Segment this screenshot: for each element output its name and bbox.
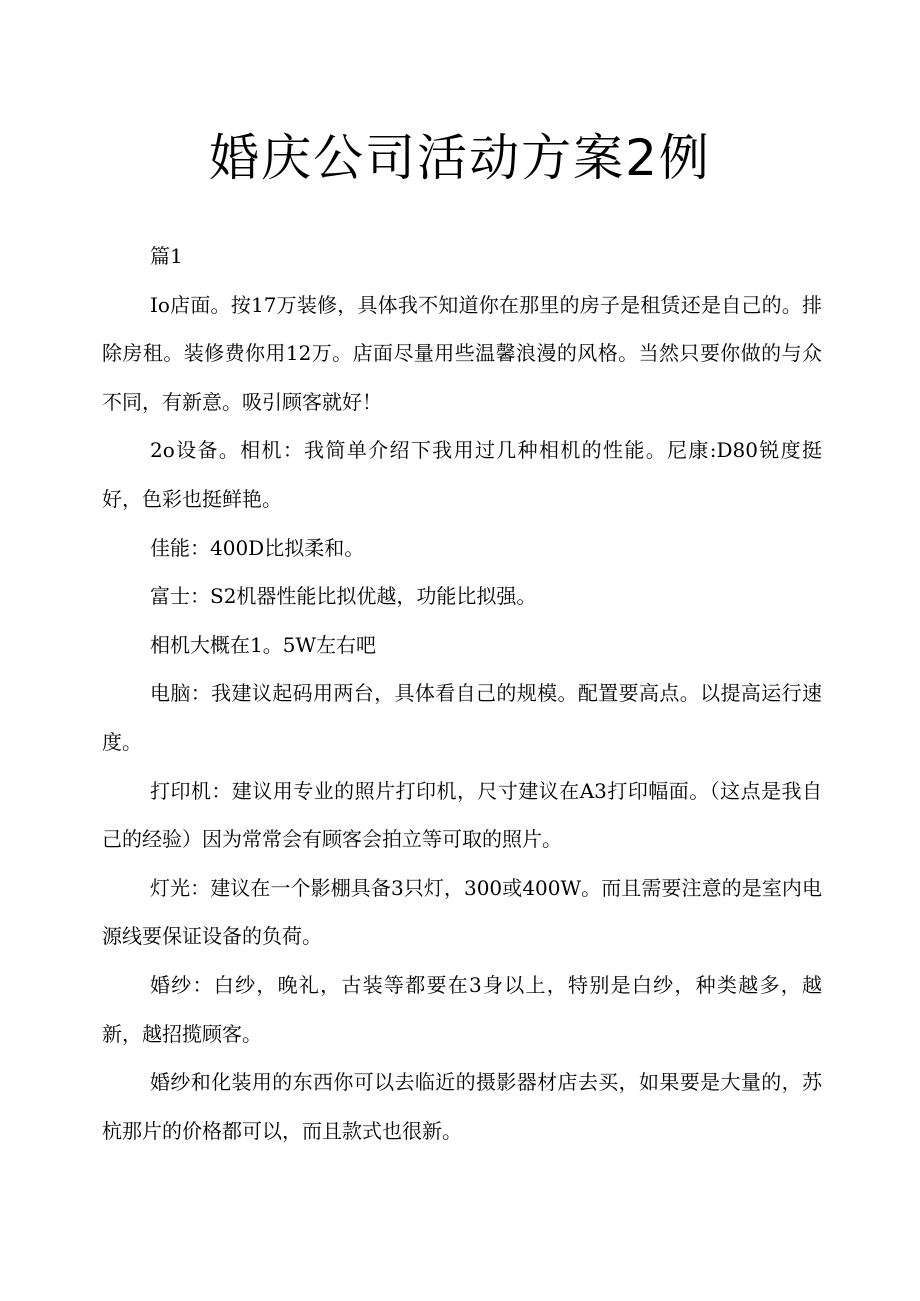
paragraph-computer: 电脑：我建议起码用两台，具体看自己的规模。配置要高点。以提高运行速度。 [102, 681, 822, 754]
paragraph-camera-budget: 相机大概在1。5W左右吧 [150, 632, 377, 657]
paragraph-printer: 打印机：建议用专业的照片打印机，尺寸建议在A3打印幅面。（这点是我自己的经验）因为常常会有顾客会拍立等可取的照片。 [102, 778, 822, 852]
paragraph-lighting: 灯光：建议在一个影棚具备3只灯，300或400W。而且需要注意的是室内电源线要保证设备的负荷。 [102, 875, 822, 949]
document-body [102, 232, 822, 1155]
section-label: 篇1 [150, 244, 183, 268]
paragraph-purchasing: 婚纱和化装用的东西你可以去临近的摄影器材店去买，如果要是大量的，苏杭那片的价格都可以，而且款式也很新。 [102, 1070, 822, 1143]
paragraph-canon: 佳能：400D比拟柔和。 [150, 535, 365, 560]
paragraph-equipment-camera: 2o设备。相机：我简单介绍下我用过几种相机的性能。尼康:D80锐度挺好，色彩也挺鲜艳。 [102, 438, 822, 511]
paragraph-fuji: 富士：S2机器性能比拟优越，功能比拟强。 [150, 584, 537, 609]
paragraph-storefront: Io店面。按17万装修，具体我不知道你在那里的房子是租赁还是自己的。排除房租。装修费你用12万。店面尽量用些温馨浪漫的风格。当然只要你做的与众不同，有新意。吸引顾客就好！ [102, 292, 822, 414]
document-title: 婚庆公司活动方案2例 [209, 129, 711, 187]
paragraph-wedding-dress: 婚纱：白纱，晚礼，古装等都要在3身以上，特别是白纱，种类越多，越新，越招揽顾客。 [102, 972, 822, 1046]
